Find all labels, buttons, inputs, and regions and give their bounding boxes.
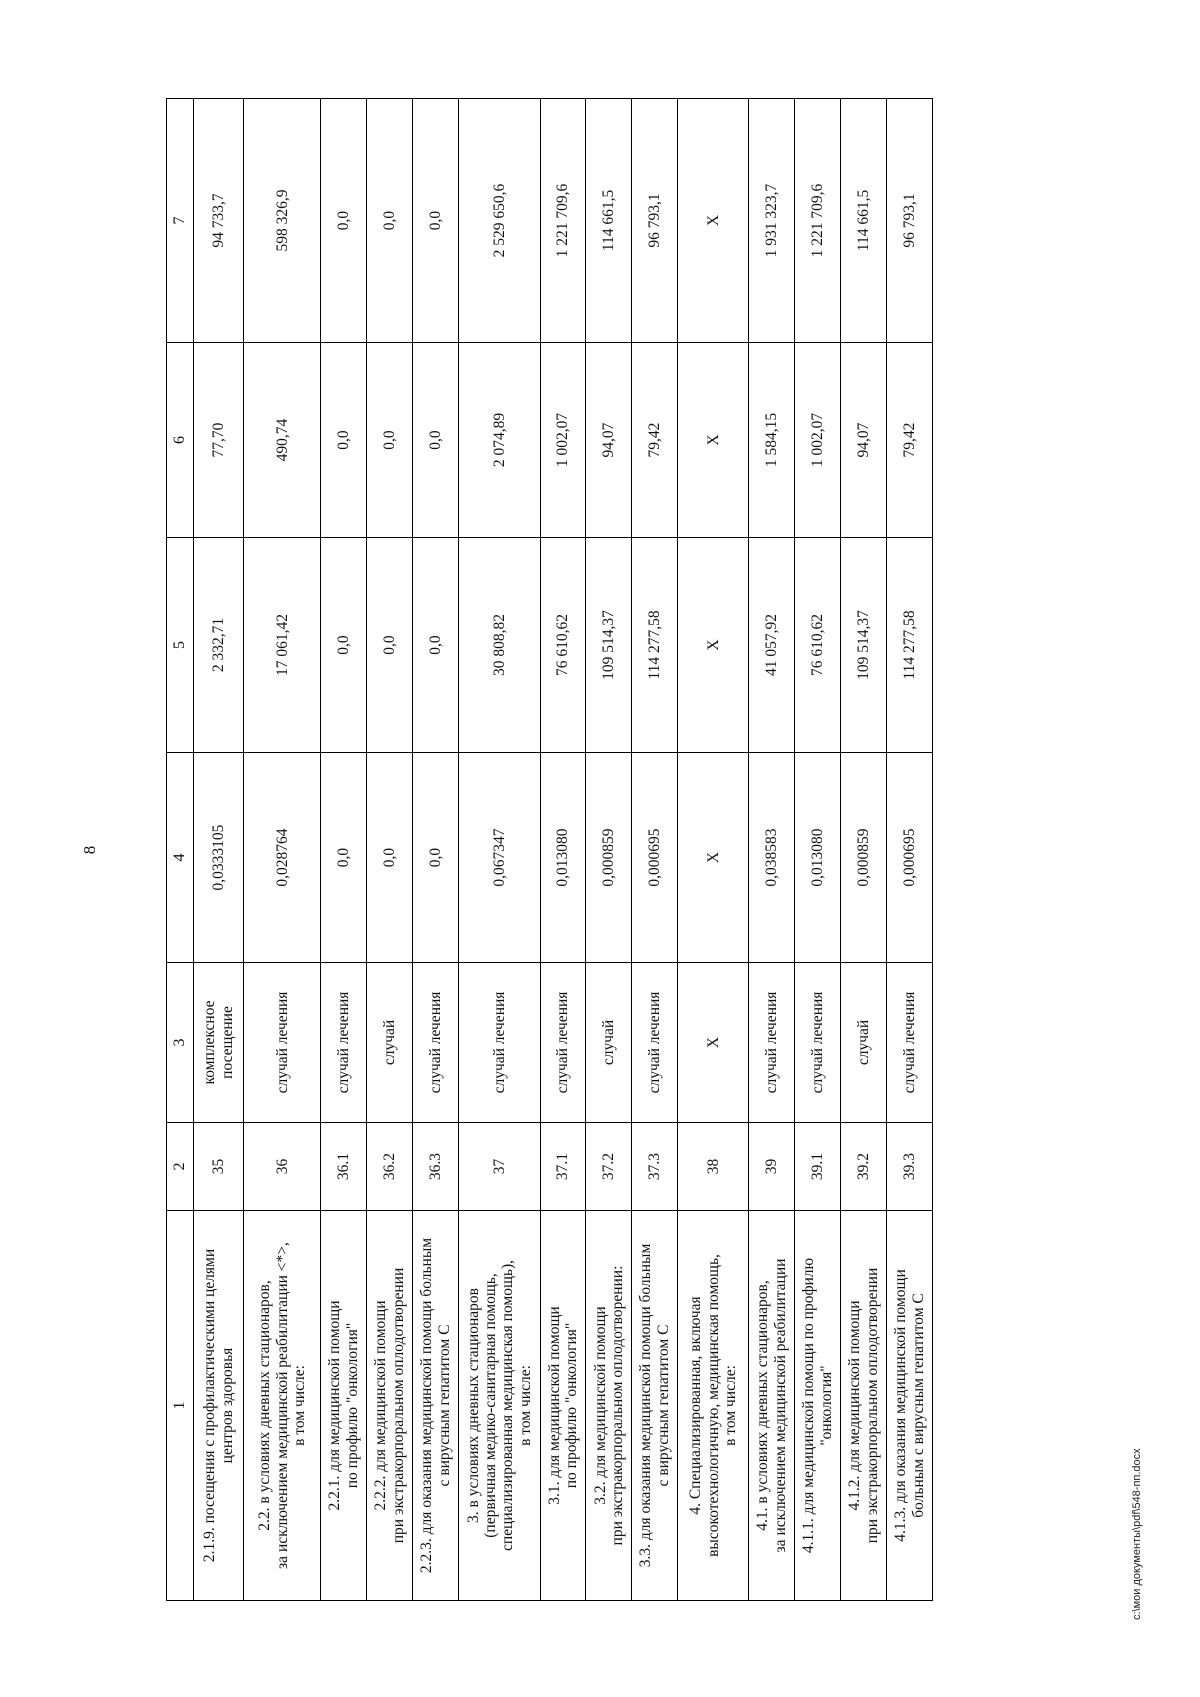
cell-volume: 0,0 [413,753,459,963]
cell-line: 2.2. в условиях дневных стационаров, [256,1280,274,1531]
cell-total-sum: 0,0 [413,99,459,343]
cell-line: случай лечения [646,991,664,1094]
cell-row-number: 39.1 [795,1123,841,1211]
cell-volume: 0,013080 [795,753,841,963]
cell-unit [632,963,678,1123]
cell-per-capita: 0,0 [321,343,367,538]
cell-unit [749,963,795,1123]
cell-line: (первичная медико-санитарная помощь, [481,1273,499,1538]
cell-indicator-name [367,1211,413,1601]
cell-total-sum: 114 661,5 [586,99,632,343]
cell-cost-per-unit: 76 610,62 [795,538,841,753]
cell-line: с вирусным гепатитом С [435,1324,453,1487]
cell-indicator-name [678,1211,749,1601]
column-header: 2 [167,1123,194,1211]
cell-line: за исключением медицинской реабилитации <*>, [273,1242,291,1569]
cell-row-number: 39.2 [841,1123,887,1211]
cell-line: 3.3. для оказания медицинской помощи больным [637,1243,655,1568]
cell-unit [413,963,459,1123]
cell-line: 3.2. для медицинской помощи [591,1306,609,1505]
cell-unit [540,963,586,1123]
cell-total-sum: 2 529 650,6 [459,99,540,343]
page-number: 8 [80,845,99,855]
cell-line: 4.1. в условиях дневных стационаров, [754,1280,772,1531]
cell-line: 4.1.1. для медицинской помощи по профилю [800,1257,818,1554]
cell-total-sum: 1 221 709,6 [795,99,841,343]
table-row [321,99,367,1601]
cell-unit [459,963,540,1123]
cell-indicator-name [841,1211,887,1601]
cell-per-capita: 77,70 [194,343,244,538]
cell-total-sum: 1 221 709,6 [540,99,586,343]
cell-total-sum: 0,0 [367,99,413,343]
column-header: 4 [167,753,194,963]
cell-line: за исключением медицинской реабилитации [771,1258,789,1553]
cell-unit [321,963,367,1123]
cell-total-sum: 94 733,7 [194,99,244,343]
cell-per-capita: 2 074,89 [459,343,540,538]
footer-file-path: c:\мои документы\pdf\548-пп.docx [1131,1448,1143,1620]
cell-line: по профилю "онкология" [562,1322,580,1489]
cell-volume: 0,0 [321,753,367,963]
cell-indicator-name [795,1211,841,1601]
cell-row-number: 35 [194,1123,244,1211]
cell-volume: 0,000695 [632,753,678,963]
column-header: 6 [167,343,194,538]
cell-volume: 0,067347 [459,753,540,963]
cell-line: случай [600,1019,618,1066]
cell-indicator-name [459,1211,540,1601]
cell-line: при экстракорпоральном оплодотворении [389,1267,407,1544]
cell-indicator-name [749,1211,795,1601]
cell-cost-per-unit: 2 332,71 [194,538,244,753]
cell-cost-per-unit: 0,0 [367,538,413,753]
table-row [540,99,586,1601]
cell-line: больным с вирусным гепатитом С [909,1293,927,1518]
cell-line: при экстракорпоральном оплодотворении [863,1267,881,1544]
cell-line: X [704,1036,722,1049]
cell-line: случай лечения [554,991,572,1094]
cell-row-number: 37.3 [632,1123,678,1211]
cell-per-capita: 79,42 [632,343,678,538]
cell-total-sum: 96 793,1 [632,99,678,343]
table-row [887,99,933,1601]
cell-line: при экстракорпоральном оплодотворении: [608,1265,626,1546]
cell-line: специализированная медицинская помощь), [499,1259,517,1552]
cell-unit [244,963,321,1123]
cell-row-number: 36.2 [367,1123,413,1211]
cell-per-capita: X [678,343,749,538]
cell-line: 2.2.2. для медицинской помощи [372,1300,390,1511]
cell-line: 2.2.3. для оказания медицинской помощи больным [418,1237,436,1574]
cell-row-number: 38 [678,1123,749,1211]
cell-cost-per-unit: 114 277,58 [632,538,678,753]
cell-line: 3.1. для медицинской помощи [545,1306,563,1505]
cell-unit [887,963,933,1123]
cell-row-number: 37.2 [586,1123,632,1211]
table-row [749,99,795,1601]
column-header: 1 [167,1211,194,1601]
cell-indicator-name [887,1211,933,1601]
cell-line: случай лечения [490,991,508,1094]
cell-line: 4.1.3. для оказания медицинской помощи [892,1269,910,1542]
cell-per-capita: 1 002,07 [795,343,841,538]
cell-row-number: 37 [459,1123,540,1211]
cell-row-number: 36.3 [413,1123,459,1211]
cell-row-number: 36 [244,1123,321,1211]
table-row [841,99,887,1601]
cell-cost-per-unit: 109 514,37 [586,538,632,753]
cell-line: 4.1.2. для медицинской помощи [846,1300,864,1511]
cell-per-capita: 1 002,07 [540,343,586,538]
cell-cost-per-unit: 41 057,92 [749,538,795,753]
table-row [632,99,678,1601]
cell-line: случай лечения [808,991,826,1094]
cell-line: по профилю "онкология" [343,1322,361,1489]
table-container [166,99,933,1601]
cell-line: случай [854,1019,872,1066]
cell-line: центров здоровья [218,1347,236,1464]
cell-row-number: 37.1 [540,1123,586,1211]
cell-per-capita: 94,07 [841,343,887,538]
cell-cost-per-unit: 114 277,58 [887,538,933,753]
cell-line: посещение [218,1006,236,1079]
table-row [586,99,632,1601]
cell-cost-per-unit: 0,0 [413,538,459,753]
cell-volume: 0,000859 [586,753,632,963]
cell-unit [678,963,749,1123]
cell-per-capita: 490,74 [244,343,321,538]
cell-indicator-name [244,1211,321,1601]
cell-per-capita: 79,42 [887,343,933,538]
table-row [678,99,749,1601]
cell-volume: 0,013080 [540,753,586,963]
cell-line: 2.1.9. посещения с профилактическими целями [201,1248,219,1563]
cell-line: в том числе: [721,1365,739,1446]
data-table [166,98,933,1601]
cell-total-sum: 1 931 323,7 [749,99,795,343]
cell-total-sum: 598 326,9 [244,99,321,343]
cell-unit [841,963,887,1123]
cell-line: 2.2.1. для медицинской помощи [326,1300,344,1511]
cell-cost-per-unit: X [678,538,749,753]
cell-line: высокотехнологичную, медицинская помощь, [704,1254,722,1557]
table-header-row [167,99,194,1601]
cell-total-sum: 96 793,1 [887,99,933,343]
cell-unit [795,963,841,1123]
table-row [459,99,540,1601]
column-header: 7 [167,99,194,343]
cell-unit [367,963,413,1123]
cell-per-capita: 0,0 [413,343,459,538]
cell-line: случай лечения [273,991,291,1094]
cell-indicator-name [540,1211,586,1601]
cell-unit [194,963,244,1123]
cell-cost-per-unit: 30 808,82 [459,538,540,753]
column-header: 3 [167,963,194,1123]
table-row [795,99,841,1601]
cell-volume: 0,000859 [841,753,887,963]
cell-line: с вирусным гепатитом С [654,1324,672,1487]
table-row [413,99,459,1601]
cell-volume: 0,028764 [244,753,321,963]
cell-line: случай лечения [335,991,353,1094]
cell-line: 3. в условиях дневных стационаров [464,1288,482,1523]
column-header: 5 [167,538,194,753]
cell-line: комплексное [201,1000,219,1085]
table-row [367,99,413,1601]
cell-line: в том числе: [290,1365,308,1446]
cell-volume: X [678,753,749,963]
cell-row-number: 39.3 [887,1123,933,1211]
cell-volume: 0,0 [367,753,413,963]
table-row [244,99,321,1601]
cell-indicator-name [632,1211,678,1601]
table-row [194,99,244,1601]
cell-line: в том числе: [516,1365,534,1446]
cell-row-number: 39 [749,1123,795,1211]
cell-indicator-name [194,1211,244,1601]
cell-per-capita: 0,0 [367,343,413,538]
cell-total-sum: X [678,99,749,343]
cell-per-capita: 94,07 [586,343,632,538]
cell-volume: 0,0333105 [194,753,244,963]
cell-indicator-name [321,1211,367,1601]
cell-line: случай лечения [426,991,444,1094]
cell-total-sum: 114 661,5 [841,99,887,343]
cell-line: случай лечения [763,991,781,1094]
cell-volume: 0,038583 [749,753,795,963]
cell-line: случай лечения [900,991,918,1094]
cell-cost-per-unit: 0,0 [321,538,367,753]
cell-unit [586,963,632,1123]
cell-row-number: 36.1 [321,1123,367,1211]
cell-line: случай [381,1019,399,1066]
cell-line: 4. Специализированная, включая [687,1296,705,1515]
cell-cost-per-unit: 17 061,42 [244,538,321,753]
cell-total-sum: 0,0 [321,99,367,343]
cell-cost-per-unit: 76 610,62 [540,538,586,753]
cell-line: "онкология" [817,1365,835,1446]
cell-cost-per-unit: 109 514,37 [841,538,887,753]
cell-per-capita: 1 584,15 [749,343,795,538]
cell-indicator-name [586,1211,632,1601]
cell-indicator-name [413,1211,459,1601]
cell-volume: 0,000695 [887,753,933,963]
